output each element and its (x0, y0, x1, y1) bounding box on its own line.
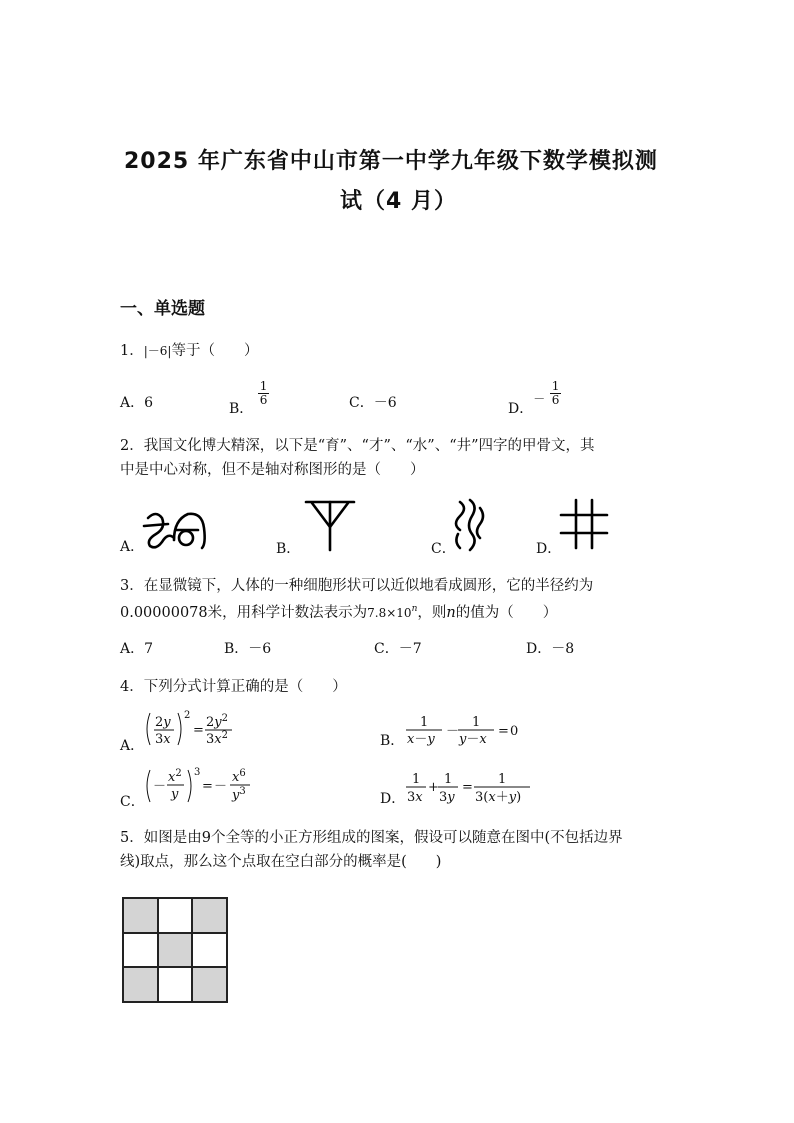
minus-sign: － (533, 392, 546, 406)
option-b: B． (276, 541, 301, 557)
question-2-line1: 2．我国文化博大精深，以下是“育”、“才”、“水”、“井”四字的甲骨文，其 (120, 438, 595, 454)
grid-cell-shaded (158, 933, 193, 968)
denominator: 6 (551, 393, 560, 407)
svg-text:=: = (193, 723, 204, 738)
svg-text:2: 2 (184, 710, 191, 721)
svg-text:y3: $y^3$ (232, 786, 246, 803)
square-grid-figure (122, 897, 228, 1003)
option-a: A．7 (120, 641, 154, 657)
formula-b (404, 712, 524, 748)
grid-cell-blank (192, 933, 227, 968)
fraction (258, 380, 270, 407)
option-a: A． (120, 539, 145, 555)
question-5-line2: 线)取点，那么这个点取在空白部分的概率是( ) (120, 854, 442, 870)
svg-text:=: = (462, 780, 473, 795)
option-label: B． (229, 401, 254, 417)
page-title-line1: 2025 年广东省中山市第一中学九年级下数学模拟测 (124, 149, 658, 174)
q3-text-b: ，则 (417, 604, 447, 621)
svg-text:x2: $x^2$ (168, 768, 182, 785)
cai-oracle-icon (300, 497, 360, 553)
grid-cell-blank (123, 933, 158, 968)
question-2-line2: 中是中心对称，但不是轴对称图形的是（ ） (120, 462, 425, 478)
question-3-line2 (120, 598, 557, 624)
svg-text:－: － (153, 779, 167, 794)
q3-text-a: 0.00000078米，用科学计数法表示为 (120, 604, 368, 621)
svg-text:=: = (202, 779, 213, 794)
question-1 (120, 340, 258, 362)
option-a: A． (120, 738, 145, 754)
svg-text:3x2: $3x^2$ (206, 730, 228, 747)
option-d: D． (380, 791, 406, 807)
grid-cell-shaded (123, 967, 158, 1002)
denominator: 6 (259, 393, 268, 407)
svg-text:0: 0 (510, 724, 519, 739)
svg-text:3x: 3x (155, 732, 171, 747)
formula-d (404, 768, 544, 808)
option-label: D． (508, 401, 534, 417)
svg-text:y: y (171, 787, 179, 802)
grid-cell-shaded (192, 967, 227, 1002)
svg-text:3x: 3x (407, 790, 423, 805)
svg-text:1: 1 (412, 772, 421, 787)
svg-text:－: － (446, 724, 460, 739)
grid-cell-shaded (192, 898, 227, 933)
grid-cell-shaded (123, 898, 158, 933)
svg-text:+: + (428, 780, 439, 795)
jing-oracle-icon (558, 497, 610, 551)
svg-text:－: － (214, 779, 228, 794)
question-4: 4．下列分式计算正确的是（ ） (120, 679, 347, 695)
svg-text:1: 1 (498, 772, 507, 787)
variable: n (446, 604, 456, 621)
option-c: C． (120, 794, 145, 810)
option-b: B．－6 (224, 641, 272, 657)
option-c: C． (431, 541, 456, 557)
abs-expression: |－6| (143, 344, 172, 358)
question-3-line1: 3．在显微镜下，人体的一种细胞形状可以近似地看成圆形，它的半径约为 (120, 578, 594, 594)
svg-text:1: 1 (420, 715, 429, 730)
shui-oracle-icon (450, 498, 490, 552)
svg-text:1: 1 (444, 772, 453, 787)
svg-text:3: 3 (194, 767, 201, 778)
numerator: 1 (259, 379, 268, 393)
option-b (229, 379, 269, 417)
exponent: n (411, 604, 418, 614)
svg-text:=: = (498, 724, 509, 739)
svg-text:1: 1 (472, 715, 481, 730)
svg-text:y－x: y－x (459, 732, 487, 747)
q3-text-c: 的值为（ ） (455, 604, 558, 621)
grid-cell-blank (158, 967, 193, 1002)
svg-text:3y: 3y (439, 790, 455, 805)
fraction (550, 380, 562, 407)
svg-text:3(x＋y): 3(x＋y) (475, 790, 522, 805)
section-heading: 一、单选题 (120, 299, 205, 319)
formula-c (144, 766, 254, 808)
option-c: C．－6 (349, 395, 397, 411)
option-b: B． (380, 733, 405, 749)
option-d: D．－8 (526, 641, 575, 657)
option-d: D． (536, 541, 562, 557)
question-text: 等于（ ） (171, 343, 259, 359)
question-5-line1: 5．如图是由9个全等的小正方形组成的图案，假设可以随意在图中(不包括边界 (120, 830, 623, 846)
svg-text:2y2: $2y^2$ (206, 713, 229, 730)
page-title-line2: 试（4 月） (340, 189, 457, 214)
numerator: 1 (551, 379, 560, 393)
option-a: A．6 (120, 395, 154, 411)
question-number: 1． (120, 343, 144, 359)
grid-cell-blank (158, 898, 193, 933)
yu-oracle-icon (140, 500, 210, 552)
svg-text:2y: 2y (155, 715, 171, 730)
option-c: C．－7 (374, 641, 422, 657)
sci-notation: 7.8×10 (367, 605, 412, 620)
svg-text:x6: $x^6$ (232, 768, 246, 785)
formula-a (144, 709, 244, 751)
option-d (508, 379, 561, 417)
svg-text:x－y: x－y (407, 732, 435, 747)
